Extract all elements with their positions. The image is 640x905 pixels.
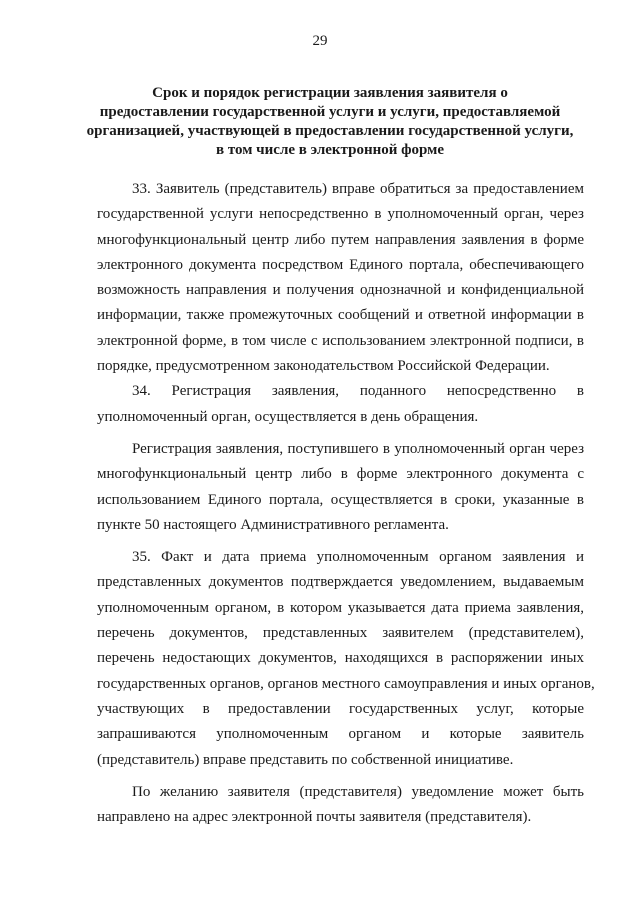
section-heading: [80, 84, 580, 160]
text-line: направлено на адрес электронной почты заявителя (представителя).: [97, 809, 532, 826]
paragraph-34-registration: [97, 437, 584, 538]
heading-line: в том числе в электронной форме: [215, 142, 444, 158]
text-line: Регистрация заявления, поступившего в уполномоченный орган через: [132, 440, 584, 457]
text-line: уполномоченным органом, в котором указывается дата приема заявления,: [97, 599, 584, 616]
text-line: возможность направления и получения однозначной и конфиденциальной: [97, 282, 584, 299]
body-text: [97, 177, 595, 830]
text-line: (представитель) вправе представить по собственной инициативе.: [97, 751, 514, 768]
text-line: многофункциональный центр либо в форме электронного документа с: [97, 466, 584, 483]
heading-line: организацией, участвующей в предоставлении государственной услуги,: [86, 123, 574, 139]
text-line: уполномоченный орган, осуществляется в день обращения.: [97, 408, 479, 425]
text-line: 34. Регистрация заявления, поданного непосредственно в: [132, 383, 584, 400]
heading-line: Срок и порядок регистрации заявления заявителя о: [152, 85, 508, 101]
text-line: перечень документов, представленных заявителем (представителем),: [97, 625, 584, 642]
text-line: порядке, предусмотренном законодательством Российской Федерации.: [97, 358, 550, 375]
text-line: 33. Заявитель (представитель) вправе обратиться за предоставлением: [132, 181, 584, 197]
text-line: использованием Единого портала, осуществляется в сроки, указанные в: [97, 491, 584, 508]
paragraph-34: [97, 379, 584, 430]
page-number: 29: [312, 33, 328, 49]
text-line: государственных органов, органов местного самоуправления и иных органов,: [97, 675, 595, 692]
text-line: По желанию заявителя (представителя) уведомление может быть: [132, 783, 584, 800]
text-line: перечень недостающих документов, находящихся в распоряжении иных: [97, 650, 584, 667]
text-line: электронного документа посредством Единого портала, обеспечивающего: [97, 256, 584, 273]
text-line: участвующих в предоставлении государственных услуг, которые: [97, 700, 584, 717]
paragraph-33: [97, 177, 584, 379]
text-line: электронной форме, в том числе с использованием электронной подписи, в: [97, 332, 584, 349]
text-line: информации, также промежуточных сообщений и ответной информации в: [97, 307, 584, 324]
text-line: государственной услуги непосредственно в уполномоченный орган, через: [97, 206, 584, 223]
heading-line: предоставлении государственной услуги и услуги, предоставляемой: [99, 104, 561, 120]
text-line: запрашиваются уполномоченным органом и которые заявитель: [97, 726, 584, 743]
paragraph-35: [97, 545, 595, 773]
text-line: многофункциональный центр либо путем направления заявления в форме: [97, 231, 584, 248]
paragraph-35-notification: [97, 780, 584, 831]
text-line: 35. Факт и дата приема уполномоченным органом заявления и: [132, 549, 584, 566]
text-line: представленных документов подтверждается уведомлением, выдаваемым: [97, 574, 584, 591]
text-line: пункте 50 настоящего Административного регламента.: [97, 516, 449, 533]
